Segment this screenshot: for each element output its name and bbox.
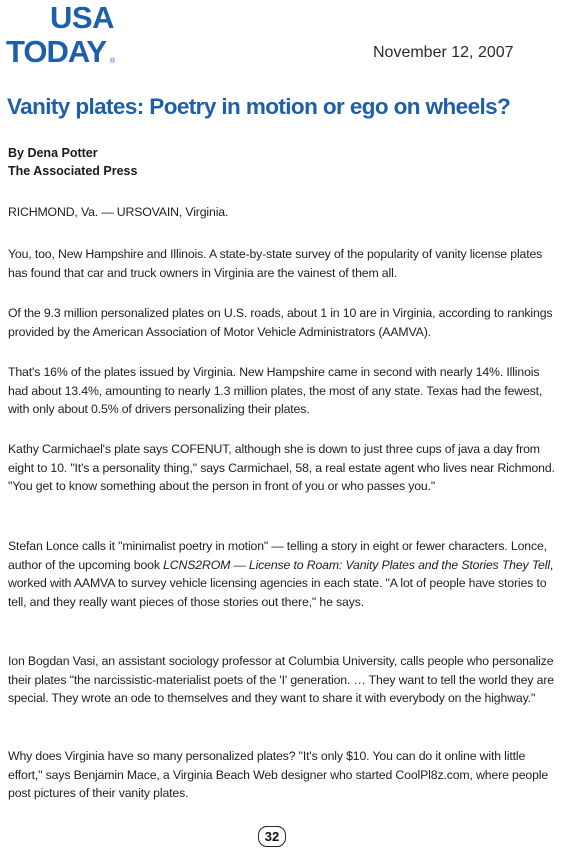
article-paragraph: Ion Bogdan Vasi, an assistant sociology professor at Columbia University, calls people who personalize their plates "the narcissistic-materialist poets of the 'I' generation. … They want to tell the world they are special. They wrote an ode to themselves and they want to share it with everybody on the highway."	[8, 654, 554, 706]
article-paragraph: You, too, New Hampshire and Illinois. A state-by-state survey of the popularity of vanity license plates has found that car and truck owners in Virginia are the vainest of them all.	[8, 247, 543, 280]
article-paragraph: Kathy Carmichael's plate says COFENUT, although she is down to just three cups of java a day from eight to 10. "It's a personality thing," says Carmichael, 58, a real estate agent who lives near Richmond. "You get to know something about the person in front of you or who passes you."	[8, 442, 555, 494]
logo-line-today: TODAY	[6, 34, 107, 69]
article-paragraph: Of the 9.3 million personalized plates on U.S. roads, about 1 in 10 are in Virginia, according to rankings provided by the American Association of Motor Vehicle Administrators (AAMVA).	[8, 306, 553, 339]
usa-today-logo	[6, 2, 121, 72]
logo-line-usa: USA	[50, 0, 114, 35]
byline	[8, 144, 137, 180]
paragraph-text: , worked with AAMVA to survey vehicle licensing agencies in each state. "A lot of people have stories to tell, and they really want pieces of those stories out there," he says.	[8, 557, 554, 609]
registered-mark: ®	[110, 58, 116, 65]
paragraph-text: Stefan Lonce calls it "minimalist poetry in motion" — telling a story in eight or fewer characters. Lonce, author of the upcoming book	[8, 539, 547, 572]
article-headline: Vanity plates: Poetry in motion or ego on wheels?	[7, 94, 511, 119]
article-paragraph	[8, 537, 558, 611]
byline-organization: The Associated Press	[8, 164, 138, 178]
article-paragraph-dateline: RICHMOND, Va. — URSOVAIN, Virginia.	[8, 205, 229, 219]
book-title: LCNS2ROM — License to Roam: Vanity Plates and the Stories They Tell	[163, 557, 550, 572]
page-number-badge: 32	[258, 826, 286, 847]
byline-author: By Dena Potter	[8, 146, 98, 160]
article-paragraph: Why does Virginia have so many personalized plates? "It's only $10. You can do it online with little effort," says Benjamin Mace, a Virginia Beach Web designer who started CoolPl8z.com, where people post pictures of their vanity plates.	[8, 749, 549, 801]
article-paragraph: That's 16% of the plates issued by Virginia. New Hampshire came in second with nearly 14%. Illinois had about 13.4%, amounting to nearly 1.3 million plates, the most of any state. Texas had the fewest, with only about 0.5% of drivers personalizing their plates.	[8, 365, 543, 417]
publication-date: November 12, 2007	[373, 44, 514, 61]
